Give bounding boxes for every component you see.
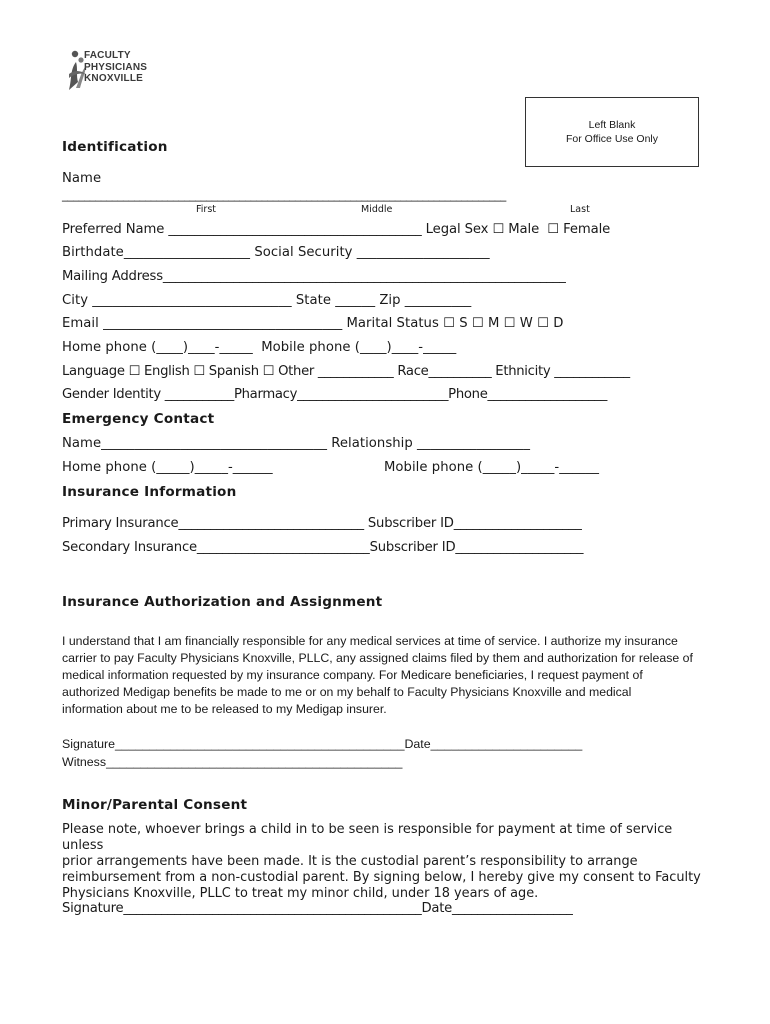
birthdate-row[interactable]: Birthdate___________________ Social Security ____________________ [62,245,490,260]
logo-text [84,50,147,85]
minor-signature-row[interactable]: Signature_______________________________________________Date___________________ [62,901,573,916]
primary-insurance-row[interactable]: Primary Insurance_____________________________ Subscriber ID____________________ [62,516,582,531]
authorization-signature-row[interactable]: Signature__________________________________________Date______________________ [62,737,583,751]
name-middle-caption: Middle [361,204,393,215]
gender-row[interactable]: Gender Identity ___________Pharmacy________________________Phone___________________ [62,387,608,402]
authorization-line: medical information requested by my insurance company. For Medicare beneficiaries, I request payment of [62,668,643,682]
witness-row[interactable]: Witness___________________________________________ [62,755,403,769]
emergency-mobile-phone[interactable]: Mobile phone (_____)_____-______ [384,460,600,475]
minor-consent-line: Physicians Knoxville, PLLC to treat my minor child, under 18 years of age. [62,886,539,901]
office-box-line-1: Left Blank [588,119,636,131]
city-row[interactable]: City ______________________________ State ______ Zip __________ [62,293,472,308]
emergency-home-phone[interactable]: Home phone (_____)_____-______ [62,460,273,475]
authorization-paragraph [62,633,722,718]
preferred-name-row[interactable]: Preferred Name _______________________________________ Legal Sex ☐ Male ☐ Female [62,222,611,237]
logo-line-1: FACULTY [84,50,131,61]
insurance-heading: Insurance Information [62,484,237,500]
minor-consent-heading: Minor/Parental Consent [62,797,248,813]
authorization-line: authorized Medigap benefits be made to me or on my behalf to Faculty Physicians Knoxville and medical [62,685,632,699]
language-row[interactable]: Language ☐ English ☐ Spanish ☐ Other ____________ Race__________ Ethnicity ____________ [62,364,630,379]
home-phone-row[interactable]: Home phone (____)____-_____ Mobile phone (____)____-_____ [62,340,457,355]
logo-line-3: KNOXVILLE [84,73,144,84]
email-row[interactable]: Email ____________________________________ Marital Status ☐ S ☐ M ☐ W ☐ D [62,316,564,331]
minor-consent-line: reimbursement from a non-custodial parent. By signing below, I hereby give my consent to Faculty [62,870,701,885]
name-label: Name [62,171,102,186]
emergency-heading: Emergency Contact [62,411,215,427]
minor-consent-line: prior arrangements have been made. It is the custodial parent’s responsibility to arrange [62,854,638,869]
name-last-caption: Last [570,204,590,215]
minor-consent-line: Please note, whoever brings a child in to be seen is responsible for payment at time of service unless [62,822,673,853]
authorization-line: information about me to be released to my Medigap insurer. [62,702,387,716]
authorization-line: I understand that I am financially responsible for any medical services at time of service. I authorize my insurance [62,634,678,648]
identification-heading: Identification [62,139,168,155]
logo-line-2: PHYSICIANS [84,61,148,73]
office-box-line-2: For Office Use Only [566,133,658,145]
office-use-box [525,97,699,167]
emergency-name-row[interactable]: Name__________________________________ Relationship _________________ [62,436,530,451]
mailing-address-row[interactable]: Mailing Address_______________________________________________________________ [62,269,566,284]
name-field[interactable]: ________________________________________________________________________________ [62,188,506,202]
authorization-line: carrier to pay Faculty Physicians Knoxville, PLLC, any assigned claims filed by them and authorization for release of [62,651,693,665]
secondary-insurance-row[interactable]: Secondary Insurance___________________________Subscriber ID____________________ [62,540,584,555]
name-first-caption: First [196,204,216,215]
authorization-heading: Insurance Authorization and Assignment [62,594,383,610]
minor-consent-paragraph [62,822,712,902]
